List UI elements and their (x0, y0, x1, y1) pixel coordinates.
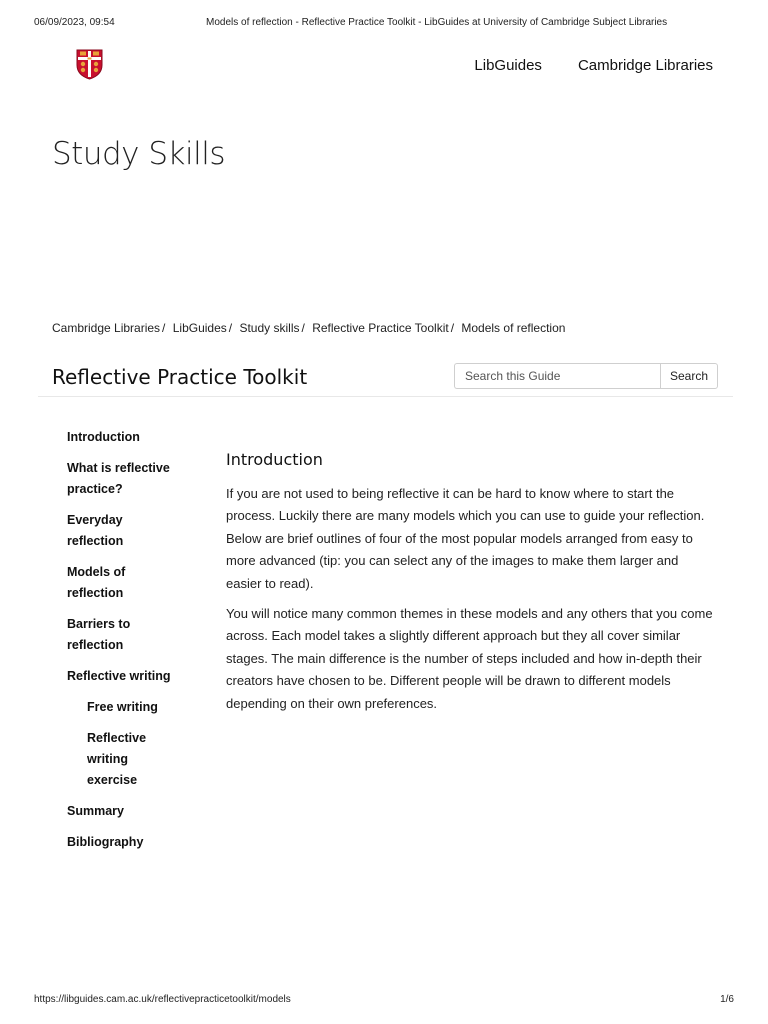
breadcrumb-separator: / (301, 321, 305, 335)
main-content (226, 450, 716, 723)
guide-side-nav (67, 427, 187, 863)
crest-icon (76, 49, 103, 80)
breadcrumb-libguides[interactable]: LibGuides (172, 321, 227, 335)
side-nav-reflective-writing-exercise[interactable]: Reflective writing exercise (87, 731, 147, 787)
breadcrumb-separator: / (228, 321, 233, 335)
guide-search-form (454, 363, 718, 389)
side-nav-barriers-to-reflection[interactable]: Barriers to reflection (67, 617, 131, 652)
breadcrumb-cambridge-libraries[interactable]: Cambridge Libraries (52, 321, 161, 335)
content-heading: Introduction (226, 450, 323, 469)
breadcrumb-separator: / (162, 321, 166, 335)
content-paragraph: You will notice many common themes in these models and any others that you come across. Each model takes a slightly different approach but they all cover similar stages. The main difference is the number of steps included and how in-depth their creators have chosen to be. Different people will be drawn to different models depending on their own preferences. (226, 606, 713, 711)
guide-title: Reflective Practice Toolkit (52, 365, 308, 389)
top-nav-libguides[interactable]: LibGuides (474, 57, 542, 74)
content-paragraph: If you are not used to being reflective it can be hard to know where to start the process. Luckily there are many models which you can use to guide your reflection. Below are brief outlines of four of the most popular models arranged from easy to more advanced (tip: you can select any of the images to make them larger and easier to read). (226, 486, 705, 591)
side-nav-bibliography[interactable]: Bibliography (67, 835, 144, 849)
breadcrumb-reflective-practice-toolkit[interactable]: Reflective Practice Toolkit (312, 321, 449, 335)
guide-search-button[interactable]: Search (660, 363, 718, 389)
print-page-number: 1/6 (720, 994, 734, 1005)
guide-search-input[interactable] (454, 363, 660, 389)
top-nav (474, 57, 713, 74)
breadcrumb-study-skills[interactable]: Study skills (239, 321, 300, 335)
breadcrumb-separator: / (450, 321, 455, 335)
side-nav-everyday-reflection[interactable]: Everyday reflection (67, 513, 124, 548)
print-page-url: https://libguides.cam.ac.uk/reflectivepracticetoolkit/models (34, 994, 291, 1005)
top-nav-cambridge-libraries[interactable]: Cambridge Libraries (577, 57, 713, 74)
side-nav-summary[interactable]: Summary (67, 804, 124, 818)
print-datetime: 06/09/2023, 09:54 (34, 17, 115, 28)
print-footer (34, 994, 734, 1008)
side-nav-free-writing[interactable]: Free writing (87, 700, 158, 714)
side-nav-what-is-reflective-practice[interactable]: What is reflective practice? (67, 461, 170, 496)
print-header (34, 17, 734, 31)
breadcrumb (52, 321, 565, 335)
side-nav-introduction[interactable]: Introduction (67, 430, 140, 444)
side-nav-reflective-writing[interactable]: Reflective writing (67, 669, 171, 683)
print-doc-title: Models of reflection - Reflective Practice Toolkit - LibGuides at University of Cambridge Subject Libraries (206, 17, 668, 28)
header-divider (38, 396, 733, 397)
breadcrumb-current-page: Models of reflection (461, 321, 566, 335)
university-crest-logo[interactable] (76, 49, 103, 80)
site-title: Study Skills (52, 136, 225, 172)
side-nav-models-of-reflection[interactable]: Models of reflection (67, 565, 126, 600)
